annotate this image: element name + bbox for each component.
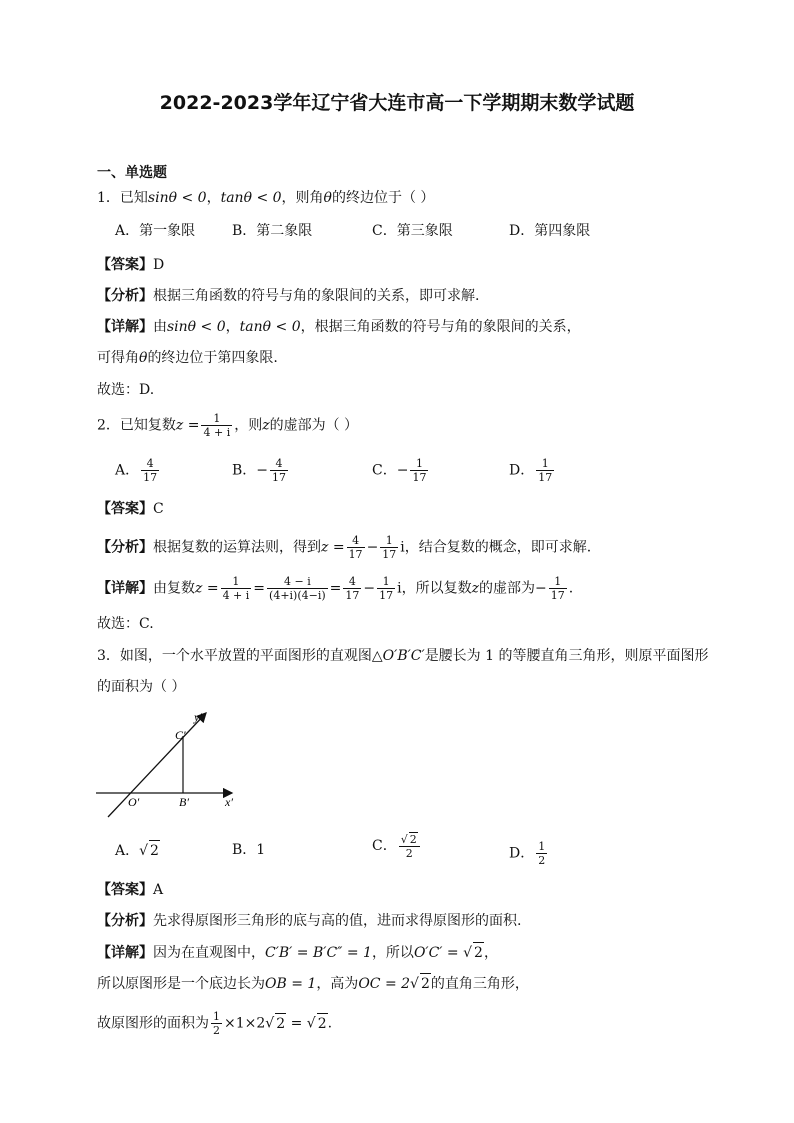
sqrt-icon: √ [463,945,473,961]
q2-analysis-minus: − [366,539,379,556]
q3-option-a-label: A． [115,843,140,859]
q2-detail-text-c: 的虚部为− [479,580,547,597]
q3-stem-text: 3．如图，一个水平放置的平面图形的直观图 [97,648,372,664]
answer-label: 【答案】 [97,501,153,517]
q1-option-c: C．第三象限 [372,223,453,239]
q2-analysis-frac2 [380,534,398,561]
q1-analysis [97,286,479,306]
q1-detail-tan: tanθ < 0 [239,319,301,335]
q2-analysis-frac2-num: 1 [380,534,398,548]
q2-option-c-label: C．− [372,462,409,479]
q3-answer [97,880,163,900]
q3-detail-line2-radicand: 2 [420,973,431,994]
q3-stem-text-b: 是腰长为 1 的等腰直角三角形，则原平面图形 [424,648,709,664]
q3-detail-line2-expr2: OC = 2 [358,976,411,992]
q1-choose: 故选：D. [97,382,155,398]
q3-detail-line3-a: 故原图形的面积为 [97,1015,209,1032]
sqrt-icon: √ [306,1015,316,1032]
q3-detail-line2 [97,973,529,994]
q3-answer-value: A [153,882,164,898]
q3-option-d-num: 1 [538,840,546,853]
q3-analysis [97,911,521,931]
label-o: O′ [128,795,140,809]
q3-stem-line2: 的面积为（ ） [97,679,186,695]
q1-comma: ， [206,190,221,206]
label-y: y′ [194,710,202,724]
q2-answer-value: C [153,501,164,517]
y-axis [108,713,206,817]
label-b: B′ [179,795,189,809]
q3-detail-line2-b: ，高为 [316,976,359,992]
q2-detail-text: 由复数 [153,580,195,597]
q2-analysis [97,534,591,561]
q2-option-c [372,457,430,484]
q1-stem-text: 1．已知 [97,190,148,206]
q2-choose: 故选：C. [97,616,154,632]
q1-detail-text: 由 [153,319,167,335]
q3-option-d-den: 2 [538,854,546,867]
q2-option-d-den: 17 [538,471,553,484]
label-c: C′ [175,728,186,742]
q2-detail-frac5 [549,575,567,602]
q2-answer [97,499,164,519]
q1-detail-theta: θ [139,350,148,366]
q2-detail-frac3 [343,575,361,602]
q3-analysis-text: 先求得原图形三角形的底与高的值，进而求得原图形的面积. [153,913,522,929]
q1-option-b: B．第二象限 [232,223,313,239]
q2-option-b-label: B．− [232,462,269,479]
q2-option-a-label: A． [115,462,140,479]
q3-detail-line2-expr1: OB = 1 [265,976,317,992]
q3-option-c-num [399,832,420,847]
q2-detail-minus: − [363,580,376,597]
q2-analysis-frac1 [347,534,365,561]
q2-detail-eq2: = [329,580,342,597]
q3-detail-line3-eq: = [286,1015,307,1032]
q2-frac-num: 1 [201,412,232,426]
q1-stem-text-c: 的终边位于（ ） [331,190,435,206]
q3-detail-line3-radicand2: 2 [317,1013,328,1034]
q1-sin-condition: sinθ < 0 [147,190,207,206]
q3-detail-text-b: ，所以 [371,945,414,961]
q2-detail-frac2-num: 4 − i [267,575,328,589]
q3-figure [92,705,252,825]
q1-theta: θ [323,190,332,206]
q2-option-d-num: 1 [536,457,554,471]
q3-option-d-label: D． [509,845,535,862]
q3-option-d-frac [536,840,547,867]
q2-option-a-num: 4 [141,457,159,471]
q2-detail-frac1-den: 4 + i [222,589,250,602]
q2-option-b-num: 4 [270,457,288,471]
q1-detail-line2 [97,348,278,368]
analysis-label: 【分析】 [97,539,153,556]
q2-stem-text-b: ，则 [234,417,263,434]
detail-label: 【详解】 [97,319,153,335]
q1-stem-text-b: ，则角 [281,190,324,206]
q2-detail-i: i [397,580,402,597]
q2-analysis-text-b: ，结合复数的概念，即可求解. [404,539,592,556]
q2-stem-text-c: 的虚部为（ ） [269,417,359,434]
q2-option-a-den: 17 [143,471,158,484]
q2-detail-frac3-den: 17 [345,589,360,602]
sqrt-icon: √ [265,1015,275,1032]
q3-triangle-name: △O′B′C′ [371,648,425,664]
q2-detail-z2: z [471,580,480,597]
q2-detail-frac4 [377,575,395,602]
q2-option-d-frac [536,457,554,484]
q2-detail-frac2 [267,575,328,602]
q1-detail-text-b: ，根据三角函数的符号与角的象限间的关系， [300,319,581,335]
q1-tan-condition: tanθ < 0 [220,190,282,206]
q3-detail-expr2: O′C′ = [413,945,464,961]
q3-detail-expr1: C′B′ = B′C″ = 1 [265,945,372,961]
q3-option-c-label: C． [372,838,397,854]
label-x: x′ [225,795,233,809]
q2-detail-frac5-num: 1 [549,575,567,589]
q2-detail-eq1: = [253,580,266,597]
q3-option-b: B．1 [232,842,266,858]
q2-option-d-label: D． [509,462,535,479]
q3-option-a [115,840,160,861]
q3-option-c [372,832,422,860]
q2-detail-z: z = [195,580,219,597]
q2-option-c-num: 1 [410,457,428,471]
sqrt-icon: √ [139,843,149,859]
q2-stem-text: 2．已知复数 [97,417,176,434]
q3-detail-line3-period: . [327,1015,333,1032]
q2-detail-frac3-num: 4 [343,575,361,589]
q3-detail-line3-radicand: 2 [275,1013,286,1034]
detail-label: 【详解】 [97,945,153,961]
q3-detail-line3-frac [211,1010,222,1037]
q2-analysis-text: 根据复数的运算法则，得到 [153,539,321,556]
q2-analysis-frac1-num: 4 [347,534,365,548]
q2-option-c-frac [410,457,428,484]
q2-option-a-frac [141,457,159,484]
q3-detail-line3-den: 2 [213,1024,220,1037]
q2-detail-frac5-den: 17 [550,589,565,602]
q1-detail-comma: ， [225,319,240,335]
q2-analysis-i: i [400,539,405,556]
q3-option-c-den: 2 [405,847,413,860]
q1-detail-line2-b: 的终边位于第四象限. [147,350,278,366]
q1-detail-sin: sinθ < 0 [167,319,226,335]
q1-detail-line2-a: 可得角 [97,350,139,366]
q2-option-b-den: 17 [272,471,287,484]
q2-fraction [201,412,232,439]
q2-analysis-frac1-den: 17 [348,548,363,561]
q2-option-a [115,457,161,484]
q1-analysis-text: 根据三角函数的符号与角的象限间的关系，即可求解. [153,288,480,304]
q2-analysis-z: z = [321,539,345,556]
sqrt-icon: √ [410,976,419,992]
q2-frac-den: 4 + i [203,426,231,439]
q3-detail-radicand: 2 [473,942,484,963]
q1-stem [97,188,434,208]
q3-detail-line3 [97,1010,332,1037]
q3-option-c-radicand: 2 [409,833,417,846]
answer-label: 【答案】 [97,257,153,273]
q2-detail-period: . [568,580,574,597]
q2-z: z [262,417,270,434]
q2-detail-frac4-num: 1 [377,575,395,589]
q2-option-b-frac [270,457,288,484]
q2-option-b [232,457,290,484]
q2-z-eq: z = [175,417,200,434]
page-title: 2022-2023学年辽宁省大连市高一下学期期末数学试题 [159,92,635,114]
section-heading: 一、单选题 [97,165,167,181]
q2-analysis-frac2-den: 17 [382,548,397,561]
detail-label: 【详解】 [97,580,153,597]
q1-detail [97,317,581,337]
q1-answer-value: D [153,257,165,273]
q3-detail-line3-expr: ×1×2 [224,1015,266,1032]
q1-option-a: A．第一象限 [115,223,196,239]
q2-detail-frac4-den: 17 [379,589,394,602]
q2-option-c-den: 17 [412,471,427,484]
q3-detail [97,942,498,963]
q2-stem [97,412,358,439]
q3-stem-line1 [97,646,709,666]
q3-detail-line2-c: 的直角三角形， [430,976,529,992]
q3-detail-text: 因为在直观图中， [153,945,265,961]
q3-option-d [509,840,549,867]
q2-detail-text-b: ，所以复数 [401,580,472,597]
q3-detail-line3-num: 1 [213,1010,220,1023]
q2-detail-frac2-den: (4+i)(4−i) [269,589,326,602]
sqrt-icon: √ [400,833,408,846]
analysis-label: 【分析】 [97,913,153,929]
answer-label: 【答案】 [97,882,153,898]
analysis-label: 【分析】 [97,288,153,304]
q2-detail-frac1 [221,575,252,602]
q2-detail-frac1-num: 1 [221,575,252,589]
q1-answer [97,255,164,275]
q3-option-a-radicand: 2 [149,840,160,861]
q3-option-c-frac [399,832,420,860]
q1-option-d: D．第四象限 [509,223,591,239]
q3-detail-text-c: ， [483,945,498,961]
q2-option-d [509,457,556,484]
q2-detail [97,575,573,602]
q3-detail-line2-a: 所以原图形是一个底边长为 [97,976,265,992]
